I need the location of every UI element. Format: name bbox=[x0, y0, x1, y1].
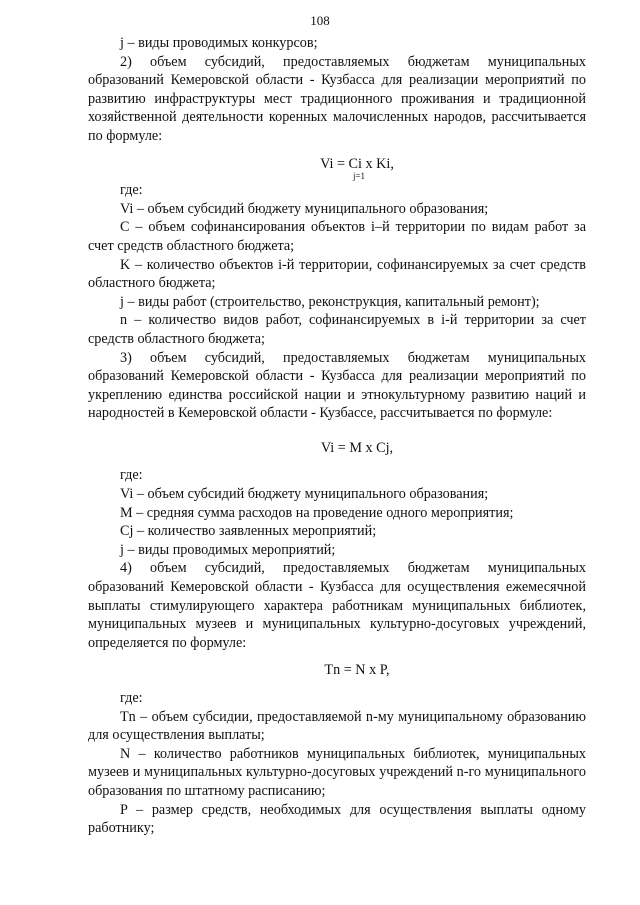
definition-tn: Tn – объем субсидии, предоставляемой n-му муниципальному образованию для осуществления выплаты; bbox=[88, 708, 586, 744]
formula-1: Vi = Ci x Ki, bbox=[320, 155, 394, 172]
formula-2: Vi = M x Cj, bbox=[320, 439, 394, 456]
definition-c: C – объем софинансирования объектов i–й территории по видам работ за счет средств областного бюджета; bbox=[88, 219, 586, 254]
where-label-1: где: bbox=[120, 182, 143, 199]
formula-3: Tn = N x P, bbox=[324, 662, 390, 679]
definition-k: K – количество объектов i-й территории, софинансируемых за счет средств областного бюджета; bbox=[88, 256, 586, 292]
paragraph-item-4: 4) объем субсидий, предоставляемых бюджетам муниципальных образований Кемеровской области - Кузбасса для осуществления ежемесячной выплаты стимулирующего характера работникам муниципальных библиотек, муниципальных музеев и муниципальных культурно-досуговых учреждений, определяется по формуле: bbox=[88, 560, 586, 651]
paragraph-item-3: 3) объем субсидий, предоставляемых бюджетам муниципальных образований Кемеровской области - Кузбасса для реализации мероприятий по укреплению единства российской нации и этнокультурному развитию наций и народностей в Кемеровской области - Кузбассе, рассчитывается по формуле: bbox=[88, 349, 586, 422]
definition-n: n – количество видов работ, софинансируемых в i-й территории за счет средств областного бюджета; bbox=[88, 312, 586, 347]
definition-m: М – средняя сумма расходов на проведение одного мероприятия; bbox=[120, 504, 514, 521]
paragraph-item-2: 2) объем субсидий, предоставляемых бюджетам муниципальных образований Кемеровской области - Кузбасса для реализации мероприятий по развитию инфраструктуры мест традиционного проживания и традиционной хозяйственной деятельности коренных малочисленных народов, рассчитывается по формуле: bbox=[88, 53, 586, 144]
where-label-3: где: bbox=[120, 690, 143, 706]
definition-cj: Cj – количество заявленных мероприятий; bbox=[120, 523, 377, 540]
definition-vi-1: Vi – объем субсидий бюджету муниципального образования; bbox=[120, 200, 489, 217]
document-body bbox=[88, 34, 586, 838]
page-number: 108 bbox=[310, 13, 330, 28]
definition-vi-2: Vi – объем субсидий бюджету муниципального образования; bbox=[120, 486, 489, 503]
definition-n-workers: N – количество работников муниципальных библиотек, муниципальных музеев и муниципальных культурно-досуговых учреждений n-го муниципального образования по штатному расписанию; bbox=[88, 745, 586, 799]
definition-j-events: j – виды проводимых мероприятий; bbox=[120, 541, 336, 558]
formula-1-limit: j=1 bbox=[352, 171, 366, 182]
definition-j-works: j – виды работ (строительство, реконструкция, капитальный ремонт); bbox=[120, 293, 540, 310]
paragraph-contest-types: j – виды проводимых конкурсов; bbox=[120, 35, 318, 51]
where-label-2: где: bbox=[120, 467, 143, 484]
definition-p: P – размер средств, необходимых для осуществления выплаты одному работнику; bbox=[88, 801, 586, 837]
